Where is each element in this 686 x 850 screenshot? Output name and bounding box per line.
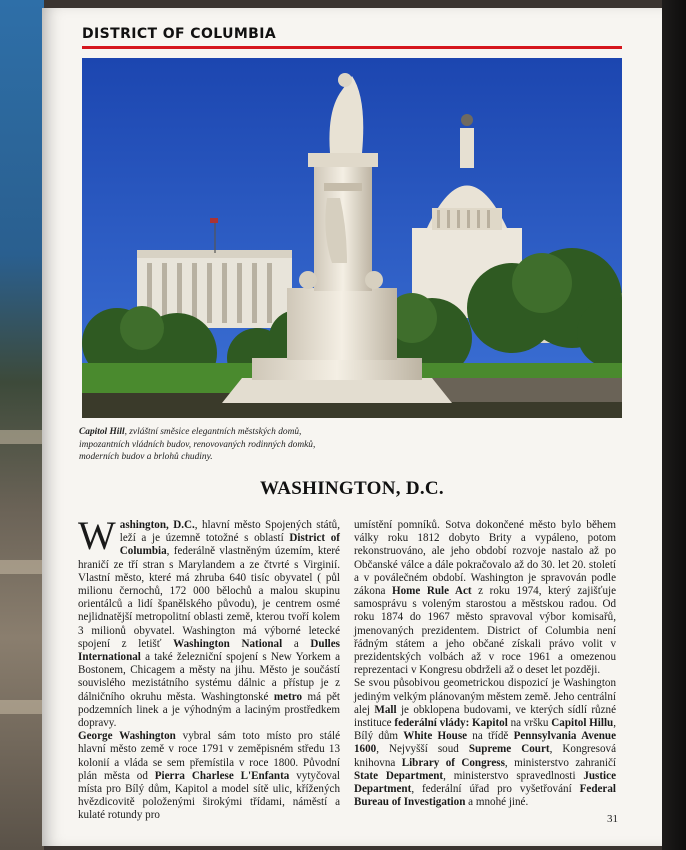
capitol-hill-photo (82, 58, 622, 418)
dark-background (662, 0, 686, 850)
text-run: umístění pomníků. Sotva dokončené město bylo během války roku 1812 dobyto Brity a vypáleno, potom rekonstruováno, ale jeho období rozvoje nastalo až po Občanské válce a dále pokračovalo až do 30. let 20. století a v poválečném období. Washington je spravován podle zákona (354, 519, 616, 598)
photo-illustration (82, 58, 622, 418)
paragraph (78, 513, 341, 730)
text-run: , Bílý dům (354, 717, 617, 743)
bold-term: District of Columbia (119, 532, 341, 558)
bold-term: Pennsylvania Avenue 1600 (354, 730, 616, 756)
paragraph (78, 730, 340, 822)
shelf-line (0, 700, 44, 714)
text-column-left (78, 513, 341, 823)
header-rule (82, 46, 622, 49)
bold-term: ashington, D.C. (119, 519, 195, 531)
drop-cap: W (78, 513, 116, 558)
bold-term: White House (403, 730, 468, 743)
shelf-line (0, 430, 44, 444)
text-run: je obklopena budovami, ve kterých sídlí různé instituce (354, 703, 616, 730)
text-run: , federálně vlastněným územím, které hraničí ze tří stran s Marylandem a ze čtvrté s Virginií. Vlastní město, které má zhruba 640 tisíc obyvatel ( půl milionu černochů, 172 000 bělochů a malou skupinu orientálců a lidí španělského původu), je centrem osmé nejlidnatější metropolitní oblasti země, kterou tvoří kolem 3 milionů obyvatel. Washington má výborné letecké spojení z letišť (78, 545, 340, 650)
bold-term: Supreme Court (468, 743, 550, 756)
text-run: a (282, 637, 311, 650)
bold-term: Library of Congress (401, 756, 505, 769)
text-run: má pět podzemních linek a je výhodným a laciným prostředkem dopravy. (78, 690, 340, 730)
bold-term: metro (273, 690, 303, 703)
text-run: , Nejvyšší soud (376, 743, 469, 756)
paragraph (354, 677, 616, 809)
bold-term: Dulles International (78, 637, 340, 664)
text-column-right (354, 519, 616, 809)
bold-term: Capitol Hillu (551, 717, 614, 730)
running-header: DISTRICT OF COLUMBIA (82, 26, 277, 42)
text-run: , ministerstvo zahraničí (504, 756, 616, 769)
text-run: vybral sám toto místo pro stálé hlavní město země v roce 1791 v zeměpisném středu 13 kolonií a vláda se sem přemístila v roce 1800. Původní plán města od (78, 730, 340, 782)
bold-term: George Washington (78, 730, 176, 743)
bold-term: Washington National (173, 637, 283, 650)
caption-lead: Capitol Hill (79, 427, 125, 437)
text-run: , hlavní město Spojených států, leží a je územně totožné s oblastí (119, 519, 340, 545)
text-run: vytyčoval místa pro Bílý dům, Kapitol a model sítě ulic, křížených hvězdicovitě položenými širokými třídami, náměstí a kulaté rotundy pro (78, 769, 340, 822)
text-run: z roku 1974, který zajišťuje samosprávu s voleným starostou a městskou radou. Od roku 1874 do 1967 město spravoval výbor komisařů, jmenovaných prezidentem. District of Columbia není řádným státem a jeho občané získali právo volit v prezidentských volbách až v roce 1961 a omezenou reprezentaci v Kongresu obdrželi až o deset let později. (354, 585, 617, 677)
bold-term: Justice Department (354, 769, 616, 796)
paragraph (354, 519, 616, 677)
bold-term: federální vlády: Kapitol (394, 717, 508, 730)
text-run: a mnohé jiné. (465, 796, 529, 809)
text-run: na třídě (467, 730, 514, 743)
text-run: Se svou působivou geometrickou dispozicí je Washington jediným velkým plánovaným městem země. Jeho centrální alej (354, 677, 616, 716)
text-run: , ministerstvo spravedlnosti (443, 769, 584, 782)
book-page (42, 8, 662, 846)
bold-term: Pierra Charlese L'Enfanta (154, 769, 290, 782)
adjacent-page-edge (0, 0, 44, 850)
text-run: a také železniční spojení s New Yorkem a Bostonem, Chicagem a městy na jihu. Město je součástí souvislého mezistátního systému dálnic a přístup je z dálničního okruhu města. Washingtonské (78, 651, 340, 703)
photo-caption (79, 426, 349, 464)
bold-term: Mall (374, 703, 397, 716)
text-run: na vršku (507, 717, 552, 730)
page-number: 31 (607, 813, 618, 825)
bold-term: State Department (354, 769, 444, 782)
caption-text: , zvláštní směsice elegantních městských domů, impozantních vládních budov, renovovaných rodinných domků, moderních budov a brlohů chudiny. (79, 427, 316, 462)
text-run: , federální úřad pro vyšetřování (411, 783, 580, 796)
bold-term: Home Rule Act (391, 585, 472, 598)
shelf-line (0, 560, 44, 574)
text-run: , Kongresová knihovna (354, 743, 616, 769)
bold-term: Federal Bureau of Investigation (354, 783, 616, 809)
article-title: WASHINGTON, D.C. (260, 478, 444, 499)
